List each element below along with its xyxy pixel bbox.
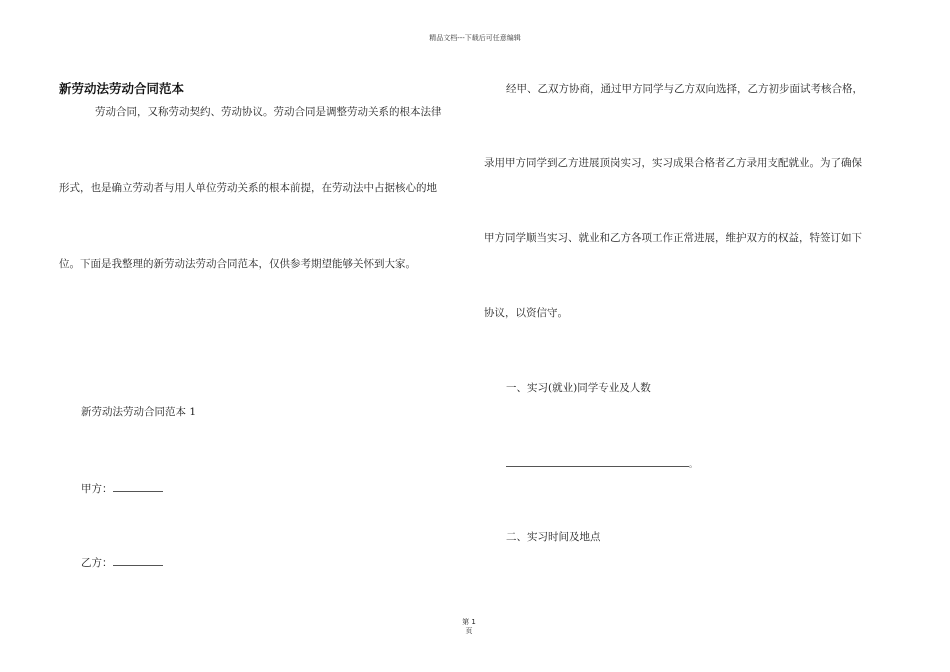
paragraph-line-1: 劳动合同，又称劳动契约、劳动协议。劳动合同是调整劳动关系的根本法律 bbox=[95, 106, 442, 118]
paragraph-line-2: 形式，也是确立劳动者与用人单位劳动关系的根本前提，在劳动法中占据核心的地 bbox=[59, 182, 437, 194]
page-header: 精品文档---下载后可任意编辑 bbox=[429, 34, 521, 42]
right-paragraph-line-3: 甲方同学顺当实习、就业和乙方各项工作正常进展，维护双方的权益，特签订如下 bbox=[484, 232, 862, 244]
party-a-blank bbox=[113, 480, 163, 492]
document-title: 新劳动法劳动合同范本 bbox=[59, 81, 185, 96]
item-1-blank bbox=[506, 455, 689, 467]
party-a-row bbox=[81, 480, 163, 496]
item-2-heading: 二、实习时间及地点 bbox=[506, 531, 601, 543]
right-paragraph-line-4: 协议，以资信守。 bbox=[484, 307, 568, 319]
item-1-heading: 一、实习(就业)同学专业及人数 bbox=[506, 382, 651, 394]
party-b-blank bbox=[113, 554, 163, 566]
contract-section-title: 新劳动法劳动合同范本 1 bbox=[81, 406, 197, 418]
item-1-blank-end: 。 bbox=[689, 460, 697, 469]
paragraph-line-3: 位。下面是我整理的新劳动法劳动合同范本，仅供参考期望能够关怀到大家。 bbox=[59, 258, 416, 270]
item-1-blank-row bbox=[506, 455, 697, 470]
page-number-line-2: 页 bbox=[465, 627, 473, 635]
party-b-row bbox=[81, 554, 163, 570]
party-b-label: 乙方： bbox=[81, 557, 113, 569]
page-number bbox=[0, 618, 938, 636]
right-paragraph-line-1: 经甲、乙双方协商，通过甲方同学与乙方双向选择，乙方初步面试考核合格， bbox=[506, 83, 863, 95]
page-number-line-1: 第 1 bbox=[462, 618, 476, 626]
party-a-label: 甲方： bbox=[81, 483, 113, 495]
right-paragraph-line-2: 录用甲方同学到乙方进展顶岗实习，实习成果合格者乙方录用支配就业。为了确保 bbox=[484, 157, 862, 169]
